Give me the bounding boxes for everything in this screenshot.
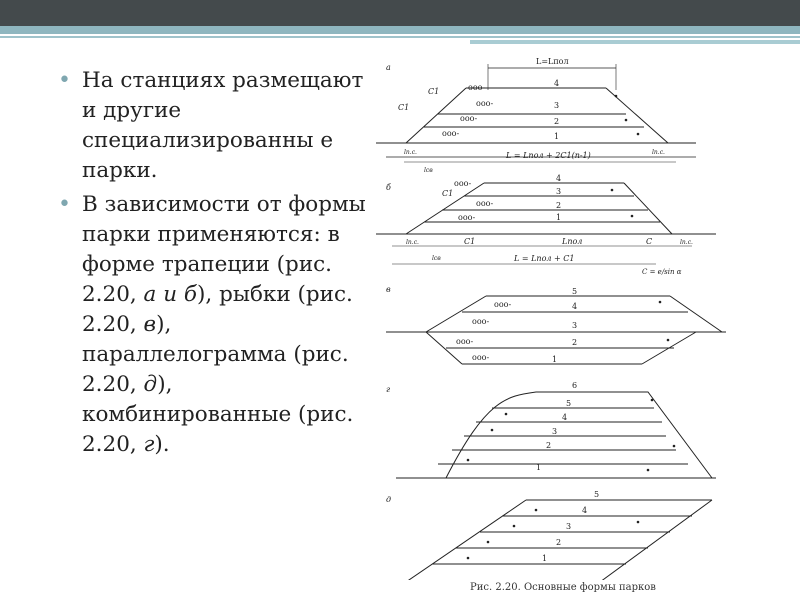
slide-text [56,66,374,464]
signal-dot [625,119,628,122]
track-label-2: 2 [556,201,562,210]
bullet-dot-icon: • [58,192,71,217]
bullet-ref-italic: а и б [143,282,198,307]
track-switch [670,296,722,332]
accent-stripe [0,36,800,38]
accent-stripe [470,40,800,44]
loco-icon: ооо- [476,199,494,208]
track-label-5: 5 [566,399,572,408]
formula: L = Lпол + 2C1(n-1) [506,151,591,160]
track-label-4: 4 [554,79,560,88]
signal-dot [535,509,538,512]
signal-dot [637,133,640,136]
dim-label: C [646,237,653,246]
track-label-3: 3 [572,321,578,330]
track-switch [600,500,712,580]
track-label-2: 2 [546,441,552,450]
bullet-dot-icon: • [58,68,71,93]
bullet-text: На станциях размещают и другие специализированны е парки. [82,68,364,183]
bullet-text-part: В зависимости от формы парки применяются: в форме трапеции (рис. 2.20, [82,192,366,307]
loco-icon: ооо- [468,83,486,92]
loco-icon: ооо- [460,114,478,123]
signal-dot [615,95,618,98]
track-label-2: 2 [556,538,562,547]
panel-g [386,381,716,478]
panel-b [376,174,716,276]
signal-dot [491,429,494,432]
top-dark-bar [0,0,800,26]
dim-label: C1 [442,189,454,198]
panel-letter-v: в [386,285,391,294]
signal-dot [659,301,662,304]
track-label-4: 4 [562,413,568,422]
track-label-5: 5 [572,287,578,296]
signal-dot [467,557,470,560]
track-label-4: 4 [572,302,578,311]
dim-label: C1 [464,237,476,246]
dim-label: lсв [424,167,433,174]
panel-letter-d: д [386,495,392,504]
figure-caption: Рис. 2.20. Основные формы парков [470,582,656,593]
bullet-text-part: ), комбинированные (рис. 2.20, [82,372,354,457]
bullet-text-part: ), параллелограмма (рис. 2.20, [82,312,349,397]
track-switch [624,183,672,234]
loco-icon: ооо- [456,337,474,346]
track-label-6: 6 [572,381,578,390]
track-label-3: 3 [552,427,558,436]
dim-label: lп.с. [652,149,665,156]
track-label-2: 2 [572,338,578,347]
panel-v [386,285,726,364]
accent-stripe [0,26,800,34]
signal-dot [647,469,650,472]
bullet-item-1 [56,66,374,186]
bullet-list [56,66,374,460]
bullet-ref-italic: в [143,312,157,337]
signal-dot [651,399,654,402]
track-6 [446,392,712,478]
panel-letter-a: а [386,63,391,72]
loco-icon: ооо- [476,99,494,108]
dim-label: Lпол [562,237,583,246]
bullet-item-2 [56,190,374,460]
formula: C = e/sin α [642,268,682,276]
track-label-1: 1 [554,132,560,141]
track-label-3: 3 [566,522,572,531]
dim-label: lп.с. [680,239,693,246]
signal-dot [467,459,470,462]
dim-label: lп.с. [404,149,417,156]
dim-label: lсв [432,255,441,262]
panel-letter-g: г [386,385,391,394]
bullet-text-part: ), рыбки (рис. 2.20, [82,282,353,337]
signal-dot [631,215,634,218]
loco-icon: ооо- [442,129,460,138]
panel-d [386,490,712,580]
dim-label: lп.с. [406,239,419,246]
signal-dot [611,189,614,192]
track-label-4: 4 [582,506,588,515]
loco-icon: ооо- [472,317,490,326]
dim-label: C1 [428,87,440,96]
bullet-text-part: ). [154,432,170,457]
loco-icon: ооо- [494,300,512,309]
track-label-3: 3 [554,101,560,110]
panel-letter-b: б [386,183,391,192]
formula: L = Lпол + C1 [514,254,575,263]
panel-a [376,57,696,174]
dim-label: L=Lпол [536,57,569,66]
bullet-ref-italic: д [143,372,158,397]
accent-band [0,26,800,48]
track-switch [426,296,486,332]
track-label-5: 5 [594,490,600,499]
dim-label: C1 [398,103,410,112]
signal-dot [673,445,676,448]
track-label-3: 3 [556,187,562,196]
loco-icon: ооо- [454,179,472,188]
park-diagram [376,50,738,580]
track-label-1: 1 [536,463,542,472]
track-label-2: 2 [554,117,560,126]
track-label-1: 1 [552,355,558,364]
track-label-4: 4 [556,174,562,183]
track-switch [406,500,526,580]
park-shapes-figure [376,50,738,598]
loco-icon: ооо- [458,213,476,222]
signal-dot [513,525,516,528]
track-label-1: 1 [556,213,562,222]
bullet-ref-italic: г [143,432,155,457]
signal-dot [667,339,670,342]
signal-dot [505,413,508,416]
signal-dot [637,521,640,524]
track-label-1: 1 [542,554,548,563]
loco-icon: ооо- [472,353,490,362]
signal-dot [487,541,490,544]
